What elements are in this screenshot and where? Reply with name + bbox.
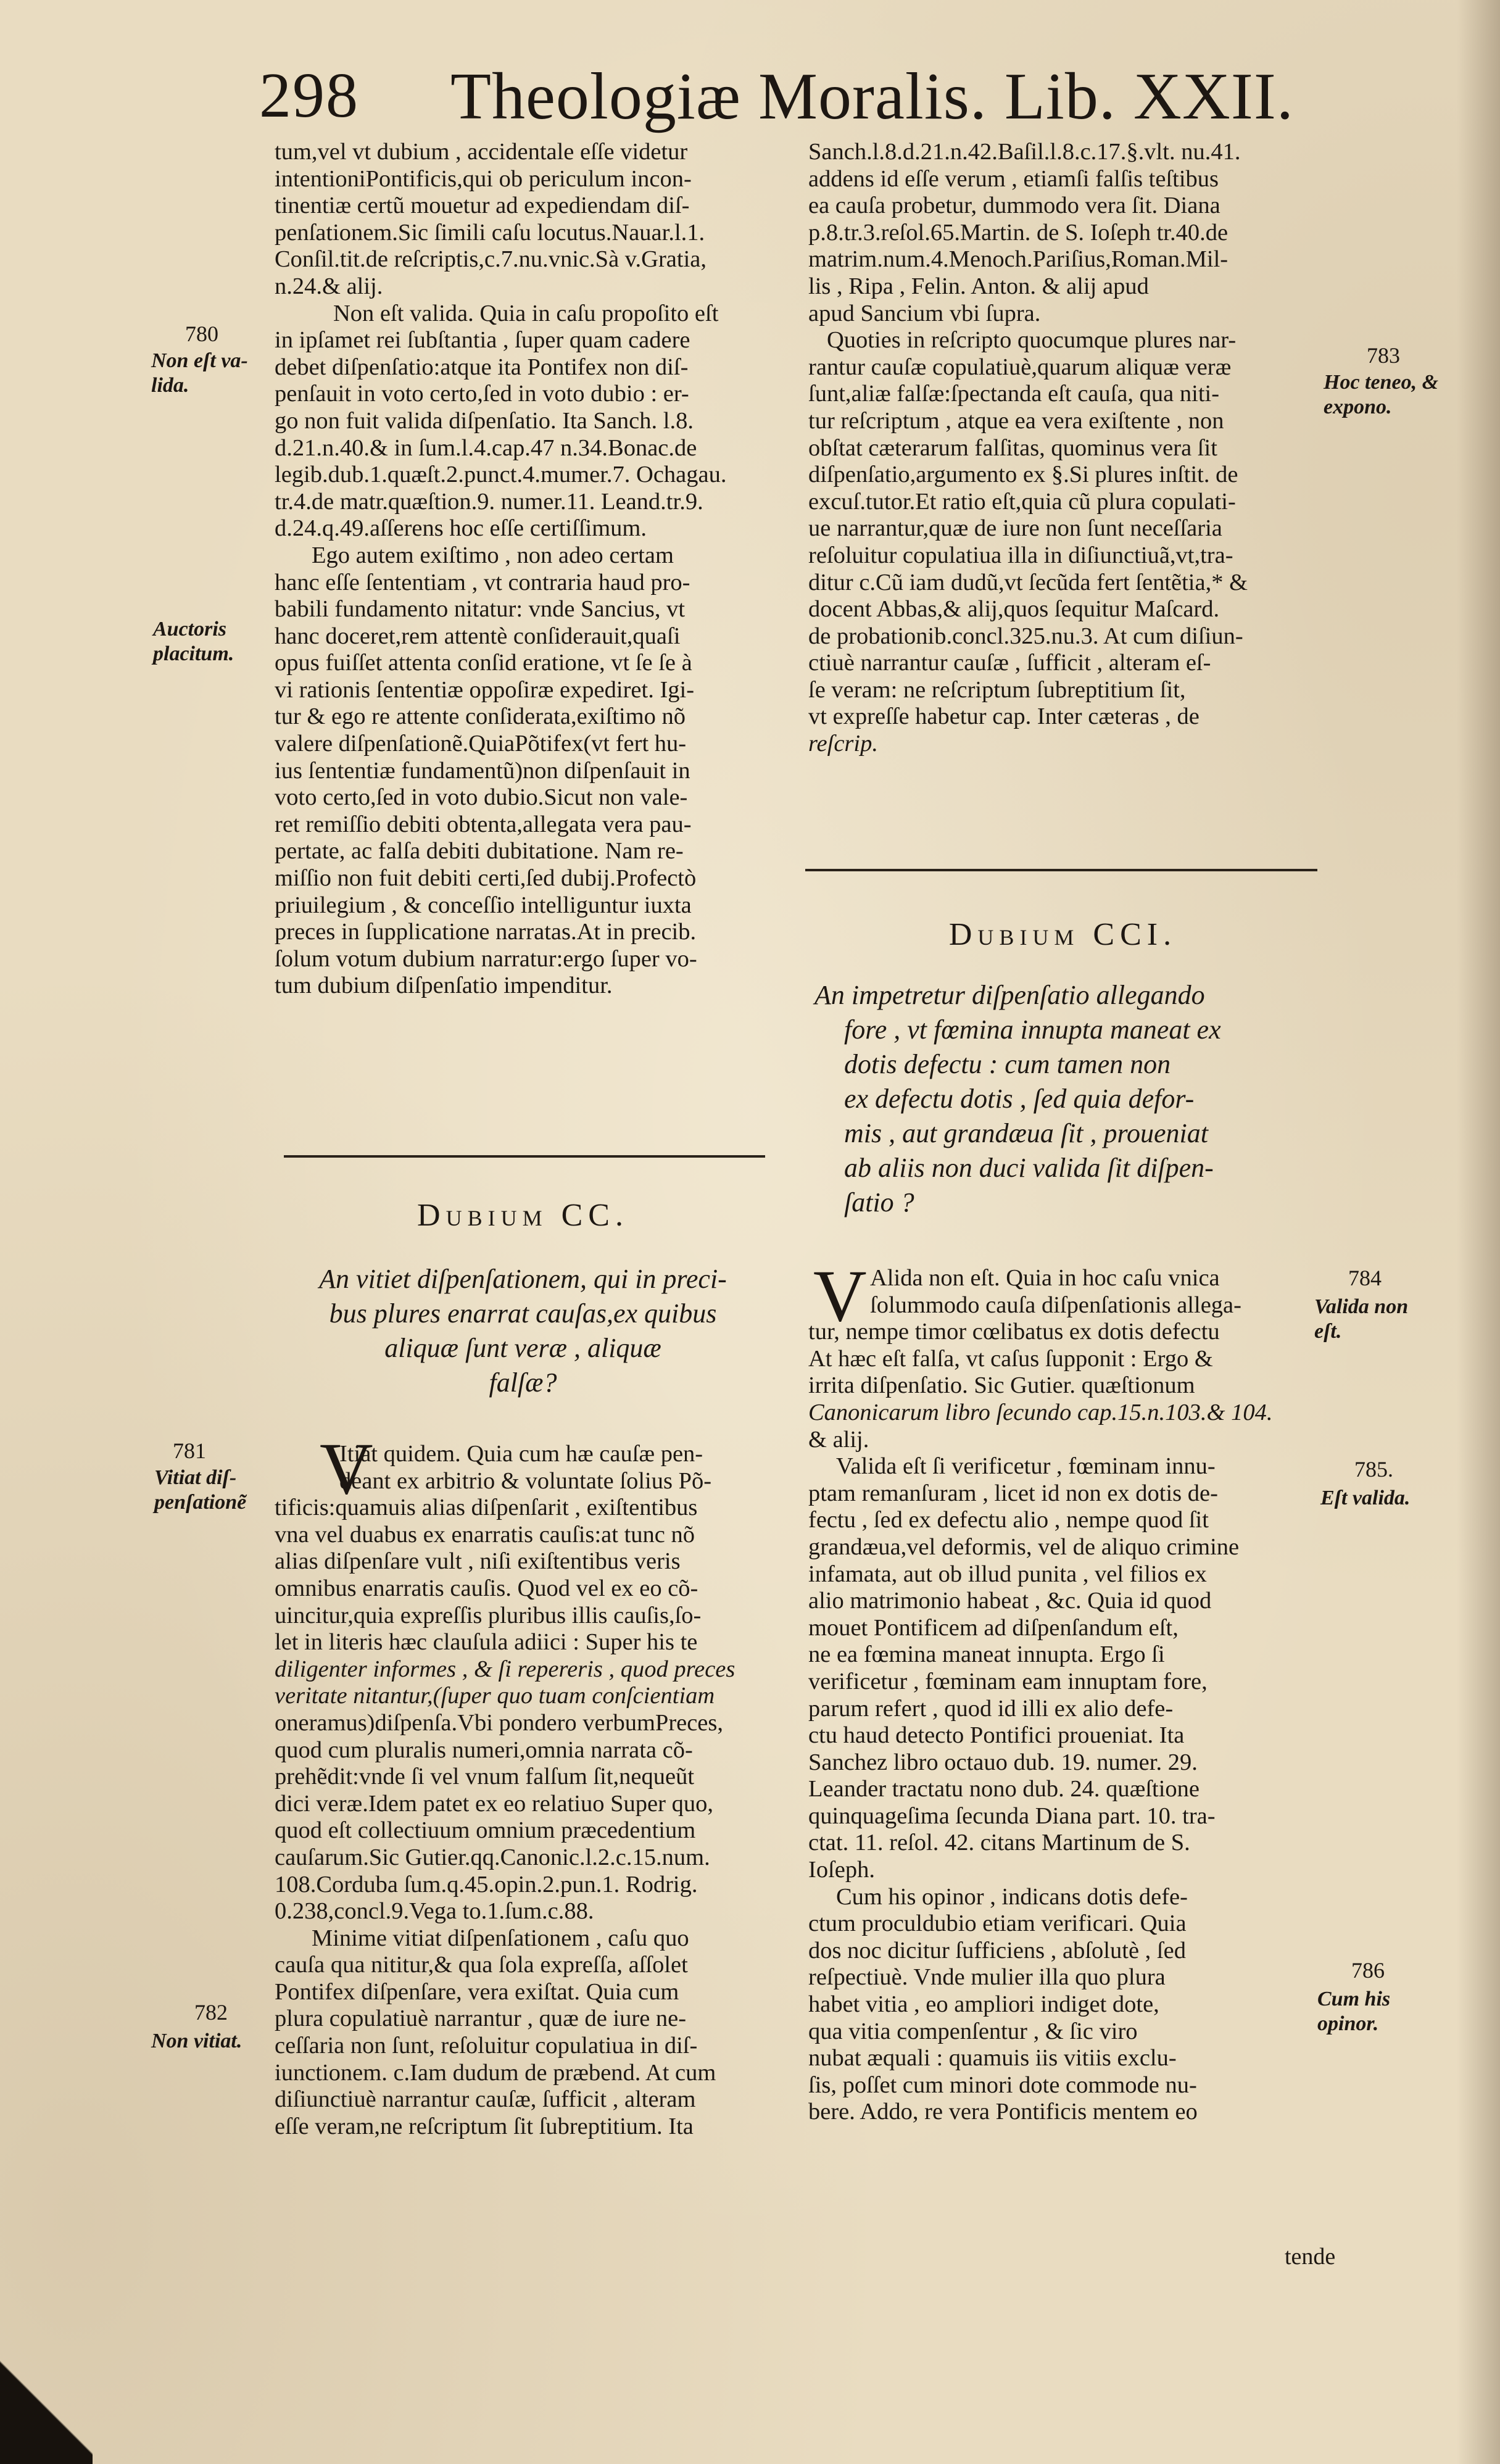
- catchword: tende: [1285, 2244, 1336, 2270]
- text-line: grandæua,vel deformis, vel de aliquo crimine: [808, 1533, 1240, 1560]
- text-line: d.24.q.49.aſſerens hoc eſſe certiſſimum.: [275, 515, 647, 542]
- text-line: n.24.& alij.: [275, 273, 383, 299]
- text-line: go non fuit valida diſpenſatio. Ita Sanch. l.8.: [275, 407, 694, 434]
- text-line: ſolummodo cauſa diſpenſationis allega-: [870, 1292, 1241, 1318]
- text-line: opus fuiſſet attenta conſid eratione, vt ſe ſe à: [275, 650, 692, 676]
- margin-note: Cum his opinor.: [1317, 1988, 1391, 2035]
- text-line: habet vitia , eo ampliori indiget dote,: [808, 1991, 1159, 2018]
- text-line: tinentiæ certũ mouetur ad expediendam diſ-: [275, 193, 690, 219]
- text-line: uincitur,quia expreſſis pluribus illis cauſis,ſo-: [275, 1602, 702, 1628]
- text-line: reſcrip.: [808, 731, 878, 757]
- question-line: bus plures enarrat cauſas,ex quibus: [329, 1298, 717, 1329]
- text-line: oneramus)diſpenſa.Vbi pondero verbumPreces,: [275, 1709, 724, 1736]
- text-line: ſis, poſſet cum minori dote commode nu-: [808, 2072, 1197, 2098]
- text-line: qua vitia compenſentur , & ſic viro: [808, 2018, 1138, 2044]
- text-line: de probationib.concl.325.nu.3. At cum diſiun-: [808, 623, 1243, 649]
- text-line: dos noc dicitur ſufficiens , abſolutè , ſed: [808, 1937, 1186, 1964]
- margin-number: 781: [173, 1438, 206, 1463]
- margin-number: 783: [1367, 343, 1400, 368]
- question-line: falſæ?: [489, 1367, 557, 1398]
- text-line: apud Sancium vbi ſupra.: [808, 300, 1041, 326]
- text-line: ctum proculdubio etiam verificari. Quia: [808, 1910, 1187, 1937]
- dubium-heading: Dubium CCI.: [948, 917, 1177, 952]
- text-line: iunctionem. c.Iam dudum de præbend. At cum: [275, 2059, 716, 2086]
- margin-note: Non eſt va- lida.: [151, 349, 248, 397]
- section-rule: [805, 869, 1317, 871]
- text-line: 0.238,concl.9.Vega to.1.ſum.c.88.: [275, 1898, 594, 1925]
- text-line: hanc eſſe ſententiam , vt contraria haud pro-: [275, 569, 690, 595]
- text-line: quod cum pluralis numeri,omnia narrata cõ-: [275, 1736, 693, 1763]
- text-line: priuilegium , & conceſſio intelliguntur iuxta: [275, 892, 692, 918]
- text-line: omnibus enarratis cauſis. Quod vel ex eo cõ-: [275, 1575, 698, 1601]
- text-line: let in literis hæc clauſula adiici : Super his te: [275, 1629, 698, 1656]
- text-line: eſſe veram,ne reſcriptum ſit ſubreptitium. Ita: [275, 2113, 694, 2139]
- text-line: Alida non eſt. Quia in hoc caſu vnica: [870, 1265, 1220, 1291]
- question-line: An vitiet diſpenſationem, qui in preci-: [319, 1264, 727, 1294]
- text-line: ea cauſa probetur, dummodo vera ſit. Diana: [808, 193, 1220, 219]
- text-line: excuſ.tutor.Et ratio eſt,quia cũ plura copulati-: [808, 488, 1236, 515]
- text-line: parum refert , quod id illi ex alio defe-: [808, 1695, 1174, 1722]
- question-line: ſatio ?: [844, 1187, 914, 1217]
- margin-note: Hoc teneo, & expono.: [1324, 371, 1439, 418]
- text-line: legib.dub.1.quæſt.2.punct.4.mumer.7. Ochagau.: [275, 462, 727, 488]
- text-line: valere diſpenſationẽ.QuiaPõtifex(vt fert hu-: [275, 731, 687, 757]
- text-line: prehẽdit:vnde ſi vel vnum falſum ſit,nequeũt: [275, 1764, 695, 1790]
- margin-note: Auctoris placitum.: [153, 618, 234, 665]
- text-line: ditur c.Cũ iam dudũ,vt ſecũda fert ſentẽtia,* &: [808, 569, 1248, 595]
- page-header: [259, 59, 1308, 139]
- drop-capital: V: [813, 1255, 867, 1337]
- text-line: diſiunctiuè narrantur cauſæ, ſufficit , alteram: [275, 2086, 696, 2113]
- text-line: in ipſamet rei ſubſtantia , ſuper quam cadere: [275, 327, 690, 354]
- text-line: Minime vitiat diſpenſationem , caſu quo: [312, 1925, 689, 1951]
- margin-note: Eſt valida.: [1320, 1487, 1411, 1509]
- question-line: ex defectu dotis , ſed quia defor-: [844, 1084, 1195, 1114]
- text-line: alias diſpenſare vult , niſi exiſtentibus veris: [275, 1548, 681, 1575]
- scan-corner: [0, 2304, 93, 2464]
- text-line: reſpectiuè. Vnde mulier illa quo plura: [808, 1964, 1166, 1991]
- text-line: tur reſcriptum , atque ea vera exiſtente , non: [808, 407, 1224, 434]
- text-line: diligenter informes , & ſi repereris , quod preces: [275, 1656, 735, 1682]
- right-column-top: [808, 139, 1317, 758]
- text-line: At hæc eſt falſa, vt caſus ſupponit : Ergo &: [808, 1345, 1213, 1372]
- margin-number: 785.: [1354, 1457, 1393, 1482]
- text-line: ſe veram: ne reſcriptum ſubreptitium ſit,: [808, 676, 1186, 703]
- page-edge-shadow: [1457, 0, 1500, 2464]
- text-line: & alij.: [808, 1426, 869, 1453]
- text-line: ceſſaria non ſunt, reſoluitur copulatiua in diſ-: [275, 2033, 698, 2059]
- text-line: veritate nitantur,(ſuper quo tuam conſcientiam: [275, 1683, 715, 1709]
- text-line: mouet Pontificem ad diſpenſandum eſt,: [808, 1614, 1179, 1641]
- text-line: ret remiſſio debiti obtenta,allegata vera pau-: [275, 811, 692, 837]
- margin-note: Vitiat diſ- penſationẽ: [154, 1466, 247, 1514]
- text-line: intentioniPontificis,qui ob periculum incon-: [275, 165, 692, 192]
- margin-number: 782: [194, 2000, 228, 2025]
- page-number: 298: [259, 60, 359, 131]
- text-line: Non eſt valida. Quia in caſu propoſito eſt: [333, 300, 719, 326]
- text-line: ctu haud detecto Pontifici proueniat. Ita: [808, 1722, 1185, 1749]
- text-line: tr.4.de matr.quæſtion.9. numer.11. Leand.tr.9.: [275, 488, 703, 515]
- text-line: ctat. 11. reſol. 42. citans Martinum de S.: [808, 1830, 1190, 1856]
- text-line: miſſio non fuit debiti certi,ſed dubij.Profectò: [275, 865, 697, 892]
- text-line: nubat æquali : quamuis iis vitiis exclu-: [808, 2045, 1177, 2072]
- text-line: lis , Ripa , Felin. Anton. & alij apud: [808, 273, 1149, 299]
- text-line: rantur cauſæ copulatiuè,quarum aliquæ veræ: [808, 354, 1232, 380]
- text-line: Leander tractatu nono dub. 24. quæſtione: [808, 1776, 1200, 1802]
- text-line: tificis:quamuis alias diſpenſarit , exiſtentibus: [275, 1495, 698, 1521]
- text-line: matrim.num.4.Menoch.Pariſius,Roman.Mil-: [808, 246, 1229, 273]
- question-line: fore , vt fœmina innupta maneat ex: [844, 1014, 1221, 1045]
- text-line: ctiuè narrantur cauſæ , ſufficit , alteram eſ-: [808, 650, 1211, 676]
- margin-number: 786: [1351, 1958, 1385, 1983]
- text-line: tur & ego re attente conſiderata,exiſtimo nõ: [275, 703, 686, 730]
- text-line: docent Abbas,& alij,quos ſequitur Maſcard.: [808, 596, 1220, 623]
- text-line: Canonicarum libro ſecundo cap.15.n.103.& 104.: [808, 1399, 1273, 1425]
- section-rule: [284, 1155, 765, 1158]
- text-line: infamata, aut ob illud punita , vel filios ex: [808, 1561, 1207, 1587]
- dubium-heading: Dubium CC.: [417, 1198, 629, 1233]
- text-line: 108.Corduba ſum.q.45.opin.2.pun.1. Rodrig.: [275, 1871, 698, 1898]
- text-line: Pontifex diſpenſare, vera exiſtat. Quia cum: [275, 1978, 679, 2005]
- text-line: plura copulatiuè narrantur , quæ de iure ne-: [275, 2006, 687, 2032]
- text-line: cauſa qua nititur,& qua ſola expreſſa, aſſolet: [275, 1952, 688, 1978]
- question-line: aliquæ ſunt veræ , aliquæ: [384, 1333, 661, 1363]
- text-line: ue narrantur,quæ de iure non ſunt neceſſaria: [808, 515, 1222, 542]
- text-line: fectu , ſed ex defectu alio , nempe quod ſit: [808, 1507, 1209, 1533]
- text-line: cauſarum.Sic Gutier.qq.Canonic.l.2.c.15.num.: [275, 1844, 710, 1870]
- text-line: irrita diſpenſatio. Sic Gutier. quæſtionum: [808, 1372, 1195, 1399]
- question-line: mis , aut grandæua ſit , proueniat: [844, 1118, 1208, 1148]
- margin-number: 784: [1348, 1266, 1382, 1290]
- text-line: Ioſeph.: [808, 1857, 875, 1883]
- text-line: quinquageſima ſecunda Diana part. 10. tra-: [808, 1802, 1216, 1829]
- text-line: Sanchez libro octauo dub. 19. numer. 29.: [808, 1749, 1198, 1775]
- text-line: voto certo,ſed in voto dubio.Sicut non vale-: [275, 784, 688, 811]
- question-line: ab aliis non duci valida ſit diſpen-: [844, 1153, 1214, 1183]
- text-line: dici veræ.Idem patet ex eo relatiuo Super quo,: [275, 1790, 713, 1817]
- text-line: Cum his opinor , indicans dotis defe-: [836, 1883, 1188, 1910]
- margin-note: Non vitiat.: [151, 2030, 242, 2052]
- text-line: vt expreſſe habetur cap. Inter cæteras , de: [808, 703, 1200, 730]
- left-column-top: [275, 139, 771, 1000]
- right-column-body: [808, 1265, 1317, 2126]
- text-line: ne ea fœmina maneat innupta. Ergo ſi: [808, 1641, 1165, 1668]
- text-line: vna vel duabus ex enarratis cauſis:at tunc nõ: [275, 1521, 695, 1548]
- text-line: debet diſpenſatio:atque ita Pontifex non diſ-: [275, 354, 689, 380]
- text-line: penſauit in voto certo,ſed in voto dubio : er-: [275, 381, 689, 407]
- text-line: verificetur , fœminam eam innuptam fore,: [808, 1668, 1208, 1695]
- text-line: babili fundamento nitatur: vnde Sancius, vt: [275, 596, 686, 623]
- text-line: p.8.tr.3.reſol.65.Martin. de S. Ioſeph tr.40.de: [808, 219, 1229, 246]
- text-line: tur, nempe timor cœlibatus ex dotis defectu: [808, 1319, 1220, 1345]
- drop-capital: V: [320, 1427, 373, 1509]
- question-line: An impetretur diſpenſatio allegando: [814, 980, 1205, 1010]
- question-heading: [814, 978, 1314, 1220]
- text-line: addens id eſſe verum , etiamſi falſis teſtibus: [808, 165, 1219, 192]
- text-line: Conſil.tit.de reſcriptis,c.7.nu.vnic.Sà v.Gratia,: [275, 246, 706, 273]
- text-line: hanc doceret,rem attentè conſiderauit,quaſi: [275, 623, 681, 649]
- text-line: Quoties in reſcripto quocumque plures nar-: [827, 327, 1237, 354]
- text-line: alio matrimonio habeat , &c. Quia id quod: [808, 1588, 1212, 1614]
- text-line: ius ſententiæ fundamentũ)non diſpenſauit in: [275, 757, 690, 784]
- text-line: diſpenſatio,argumento ex §.Si plures inſtit. de: [808, 462, 1238, 488]
- text-line: tum,vel vt dubium , accidentale eſſe videtur: [275, 139, 688, 165]
- question-heading: [275, 1262, 771, 1400]
- margin-number: 780: [185, 321, 218, 346]
- margin-note: Valida non eſt.: [1314, 1295, 1409, 1343]
- text-line: ſolum votum dubium narratur:ergo ſuper vo-: [275, 945, 697, 972]
- text-line: tum dubium diſpenſatio impenditur.: [275, 973, 613, 999]
- text-line: Valida eſt ſi verificetur , fœminam innu-: [836, 1453, 1216, 1480]
- text-line: obſtat cæterarum falſitas, quominus vera ſit: [808, 434, 1217, 461]
- text-line: vi rationis ſententiæ oppoſiræ expediret. Igi-: [275, 676, 695, 703]
- question-line: dotis defectu : cum tamen non: [844, 1049, 1171, 1079]
- text-line: Itiat quidem. Quia cum hæ cauſæ pen-: [339, 1441, 703, 1467]
- text-line: penſationem.Sic ſimili caſu locutus.Nauar.l.1.: [275, 219, 705, 246]
- text-line: ptam remanſuram , licet id non ex dotis de-: [808, 1480, 1218, 1506]
- text-line: reſoluitur copulatiua illa in diſiunctiuã,vt,tra-: [808, 542, 1233, 568]
- left-column-body: [275, 1441, 771, 2140]
- text-line: ſunt,aliæ falſæ:ſpectanda eſt cauſa, qua niti-: [808, 381, 1220, 407]
- text-line: deant ex arbitrio & voluntate ſolius Põ-: [339, 1467, 712, 1494]
- text-line: Sanch.l.8.d.21.n.42.Baſil.l.8.c.17.§.vlt. nu.41.: [808, 139, 1241, 165]
- text-line: pertate, ac falſa debiti dubitatione. Nam re-: [275, 838, 684, 865]
- text-line: Ego autem exiſtimo , non adeo certam: [312, 542, 674, 568]
- text-line: quod eſt collectiuum omnium præcedentium: [275, 1817, 696, 1844]
- text-line: d.21.n.40.& in ſum.l.4.cap.47 n.34.Bonac.de: [275, 434, 697, 461]
- text-line: preces in ſupplicatione narratas.At in precib.: [275, 919, 697, 945]
- running-title: Theologiæ Moralis. Lib. XXII.: [450, 60, 1294, 133]
- text-line: bere. Addo, re vera Pontificis mentem eo: [808, 2099, 1198, 2125]
